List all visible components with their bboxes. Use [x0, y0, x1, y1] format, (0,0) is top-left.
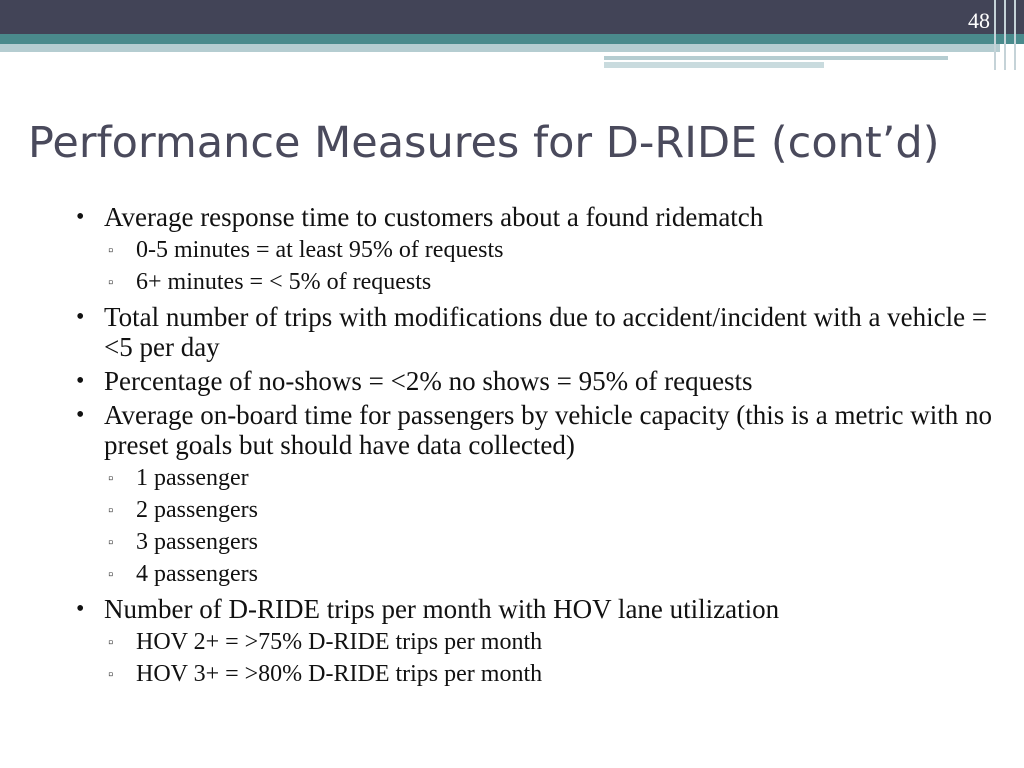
- sub-bullet-item: [104, 558, 1000, 590]
- header-accent-line-short: [604, 62, 824, 68]
- bullet-dot-icon: •: [76, 368, 85, 394]
- slide-title: Performance Measures for D-RIDE (cont’d): [28, 118, 940, 168]
- sub-bullet-item: [104, 526, 1000, 558]
- bullet-dot-icon: •: [76, 204, 85, 230]
- sub-bullet-item: [104, 266, 1000, 298]
- bullet-text: Number of D-RIDE trips per month with HOV lane utilization: [104, 594, 780, 624]
- sub-bullet-list: [104, 626, 1000, 690]
- bullet-text: Average response time to customers about a found ridematch: [104, 202, 764, 232]
- decorative-vertical-line: [1004, 0, 1006, 70]
- bullet-list: [70, 198, 1000, 690]
- bullet-item-trip-modifications: [70, 302, 1000, 362]
- bullet-text: Total number of trips with modifications due to accident/incident with a vehicle = <5 per day: [104, 302, 988, 362]
- header-bar-light: [0, 44, 1000, 52]
- header-accent-line: [604, 56, 948, 60]
- decorative-vertical-line: [1014, 0, 1016, 70]
- sub-bullet-text: 2 passengers: [136, 497, 258, 523]
- square-bullet-icon: ▫: [108, 567, 114, 583]
- sub-bullet-list: [104, 462, 1000, 590]
- decorative-vertical-line: [994, 0, 996, 70]
- square-bullet-icon: ▫: [108, 667, 114, 683]
- bullet-dot-icon: •: [76, 304, 85, 330]
- bullet-item-response-time: [70, 202, 1000, 298]
- bullet-item-no-shows: [70, 366, 1000, 396]
- slide-number: 48: [968, 8, 990, 33]
- sub-bullet-text: 0-5 minutes = at least 95% of requests: [136, 237, 504, 263]
- square-bullet-icon: ▫: [108, 535, 114, 551]
- header-bar-dark: [0, 0, 1024, 34]
- bullet-text: Percentage of no-shows = <2% no shows = 95% of requests: [104, 366, 753, 396]
- square-bullet-icon: ▫: [108, 243, 114, 259]
- bullet-dot-icon: •: [76, 596, 85, 622]
- sub-bullet-text: 6+ minutes = < 5% of requests: [136, 269, 432, 295]
- sub-bullet-item: [104, 626, 1000, 658]
- sub-bullet-list: [104, 234, 1000, 298]
- bullet-item-hov-utilization: [70, 594, 1000, 690]
- sub-bullet-text: HOV 2+ = >75% D-RIDE trips per month: [136, 629, 543, 655]
- square-bullet-icon: ▫: [108, 471, 114, 487]
- bullet-item-onboard-time: [70, 400, 1000, 590]
- sub-bullet-text: HOV 3+ = >80% D-RIDE trips per month: [136, 661, 543, 687]
- sub-bullet-text: 4 passengers: [136, 561, 258, 587]
- bullet-text: Average on-board time for passengers by vehicle capacity (this is a metric with no preset goals but should have data collected): [104, 400, 992, 460]
- header-bar-teal: [0, 34, 1024, 44]
- sub-bullet-item: [104, 658, 1000, 690]
- sub-bullet-item: [104, 494, 1000, 526]
- sub-bullet-item: [104, 462, 1000, 494]
- sub-bullet-text: 1 passenger: [136, 465, 249, 491]
- square-bullet-icon: ▫: [108, 635, 114, 651]
- bullet-dot-icon: •: [76, 402, 85, 428]
- sub-bullet-item: [104, 234, 1000, 266]
- square-bullet-icon: ▫: [108, 275, 114, 291]
- sub-bullet-text: 3 passengers: [136, 529, 258, 555]
- square-bullet-icon: ▫: [108, 503, 114, 519]
